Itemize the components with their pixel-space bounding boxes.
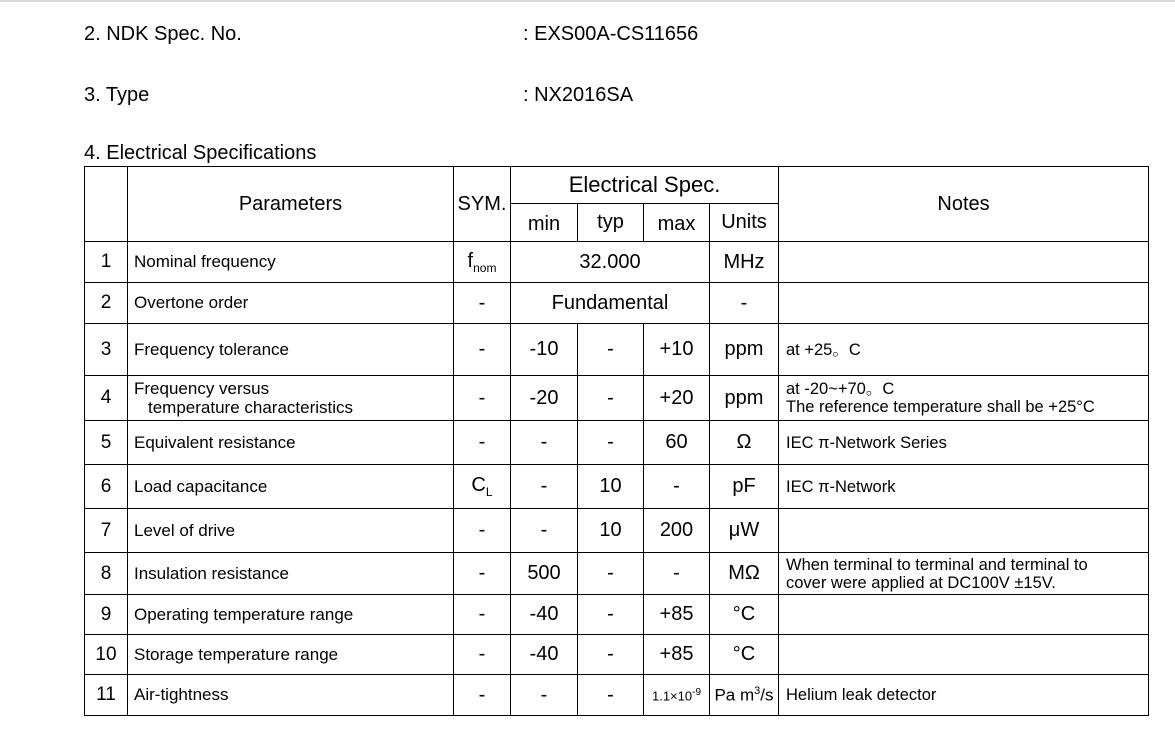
- header-max: max: [644, 204, 710, 242]
- units-tail: /s: [760, 685, 774, 705]
- spec-no-value: : EXS00A-CS11656: [523, 23, 699, 45]
- row-number: 4: [85, 376, 128, 421]
- row-typ: -: [578, 595, 644, 635]
- row-units: MΩ: [710, 553, 779, 595]
- table-row: [85, 553, 1149, 595]
- row-parameter: Level of drive: [128, 509, 454, 553]
- row-symbol: -: [454, 283, 511, 324]
- row-merged-value: 32.000: [511, 242, 710, 283]
- table-row: [85, 595, 1149, 635]
- top-border: [0, 0, 1175, 2]
- units-base: Pa m: [714, 685, 755, 705]
- row-min: -: [511, 509, 578, 553]
- row-notes: [779, 509, 1149, 553]
- row-number: 9: [85, 595, 128, 635]
- row-max: -: [644, 553, 710, 595]
- row-parameter: Load capacitance: [128, 465, 454, 509]
- row-min: 500: [511, 553, 578, 595]
- type-label: 3. Type: [84, 84, 150, 106]
- symbol-subscript: L: [485, 485, 493, 499]
- row-number: 1: [85, 242, 128, 283]
- row-max: +85: [644, 595, 710, 635]
- row-max: -: [644, 465, 710, 509]
- notes-line-2: The reference temperature shall be +25°C: [786, 398, 1095, 416]
- notes-line-1: When terminal to terminal and terminal to: [786, 555, 1088, 574]
- row-notes: [779, 595, 1149, 635]
- parameter-line-2: temperature characteristics: [148, 398, 354, 417]
- row-number: 6: [85, 465, 128, 509]
- table-row: [85, 675, 1149, 716]
- row-typ: -: [578, 675, 644, 716]
- type-value: : NX2016SA: [523, 84, 634, 106]
- row-notes: [779, 283, 1149, 324]
- row-notes: [779, 553, 1149, 595]
- row-parameter: Frequency tolerance: [128, 324, 454, 376]
- table-row: [85, 465, 1149, 509]
- table-row: [85, 509, 1149, 553]
- row-min: -40: [511, 635, 578, 675]
- row-units: -: [710, 283, 779, 324]
- row-symbol: -: [454, 376, 511, 421]
- row-number: 3: [85, 324, 128, 376]
- row-symbol: -: [454, 553, 511, 595]
- row-notes: at +25。C: [779, 324, 1149, 376]
- row-notes: IEC π-Network Series: [779, 421, 1149, 465]
- row-symbol: [454, 242, 511, 283]
- row-parameter: Overtone order: [128, 283, 454, 324]
- row-symbol: -: [454, 595, 511, 635]
- max-exponent: -9: [692, 686, 702, 698]
- row-parameter: Operating temperature range: [128, 595, 454, 635]
- table-row: [85, 421, 1149, 465]
- row-notes: [779, 242, 1149, 283]
- table-row: [85, 635, 1149, 675]
- row-max: [644, 675, 710, 716]
- row-units: μW: [710, 509, 779, 553]
- table-row: [85, 283, 1149, 324]
- row-number: 8: [85, 553, 128, 595]
- row-max: +20: [644, 376, 710, 421]
- header-electrical-spec: Electrical Spec.: [511, 167, 779, 204]
- row-symbol: -: [454, 635, 511, 675]
- row-min: -: [511, 421, 578, 465]
- symbol-subscript: nom: [473, 260, 497, 275]
- max-base: 1.1×10: [651, 688, 693, 704]
- row-notes: IEC π-Network: [779, 465, 1149, 509]
- row-notes: [779, 376, 1149, 421]
- header-min: min: [511, 204, 578, 242]
- header-no: [85, 167, 128, 242]
- header-typ: typ: [578, 204, 644, 242]
- row-parameter: Air-tightness: [128, 675, 454, 716]
- row-max: 60: [644, 421, 710, 465]
- row-notes: [779, 635, 1149, 675]
- row-symbol: -: [454, 675, 511, 716]
- row-typ: -: [578, 553, 644, 595]
- row-min: -: [511, 465, 578, 509]
- row-parameter: Nominal frequency: [128, 242, 454, 283]
- row-symbol: [454, 465, 511, 509]
- row-number: 11: [85, 675, 128, 716]
- row-units: ppm: [710, 376, 779, 421]
- row-units: pF: [710, 465, 779, 509]
- row-min: -20: [511, 376, 578, 421]
- table-row: [85, 242, 1149, 283]
- section-title: 4. Electrical Specifications: [84, 142, 317, 164]
- row-min: -10: [511, 324, 578, 376]
- row-typ: 10: [578, 465, 644, 509]
- header-notes: Notes: [779, 167, 1149, 242]
- table-row: [85, 376, 1149, 421]
- spec-no-label: 2. NDK Spec. No.: [84, 23, 242, 45]
- header-units: Units: [710, 204, 779, 242]
- row-typ: -: [578, 421, 644, 465]
- row-symbol: -: [454, 509, 511, 553]
- row-symbol: -: [454, 324, 511, 376]
- row-number: 10: [85, 635, 128, 675]
- header-row-top: [85, 167, 1149, 204]
- row-parameter: Equivalent resistance: [128, 421, 454, 465]
- row-max: +85: [644, 635, 710, 675]
- row-units: [710, 675, 779, 716]
- row-parameter: Insulation resistance: [128, 553, 454, 595]
- row-max: 200: [644, 509, 710, 553]
- row-symbol: -: [454, 421, 511, 465]
- parameter-line-1: Frequency versus: [134, 379, 270, 398]
- units-exponent: 3: [754, 684, 761, 697]
- row-number: 7: [85, 509, 128, 553]
- electrical-spec-table: [84, 166, 1149, 716]
- table-row: [85, 324, 1149, 376]
- row-number: 5: [85, 421, 128, 465]
- row-units: Ω: [710, 421, 779, 465]
- notes-line-2: cover were applied at DC100V ±15V.: [786, 573, 1056, 592]
- header-sym: SYM.: [454, 167, 511, 242]
- row-number: 2: [85, 283, 128, 324]
- symbol-main: C: [471, 474, 486, 496]
- row-typ: -: [578, 635, 644, 675]
- row-typ: -: [578, 376, 644, 421]
- row-min: -40: [511, 595, 578, 635]
- row-parameter: Storage temperature range: [128, 635, 454, 675]
- row-merged-value: Fundamental: [511, 283, 710, 324]
- row-units: °C: [710, 595, 779, 635]
- row-units: ppm: [710, 324, 779, 376]
- row-units: MHz: [710, 242, 779, 283]
- header-parameters: Parameters: [128, 167, 454, 242]
- row-min: -: [511, 675, 578, 716]
- row-notes: Helium leak detector: [779, 675, 1149, 716]
- row-typ: 10: [578, 509, 644, 553]
- row-max: +10: [644, 324, 710, 376]
- row-typ: -: [578, 324, 644, 376]
- notes-line-1: at -20~+70。C: [786, 380, 895, 398]
- row-units: °C: [710, 635, 779, 675]
- symbol-main: f: [467, 249, 474, 272]
- row-parameter: [128, 376, 454, 421]
